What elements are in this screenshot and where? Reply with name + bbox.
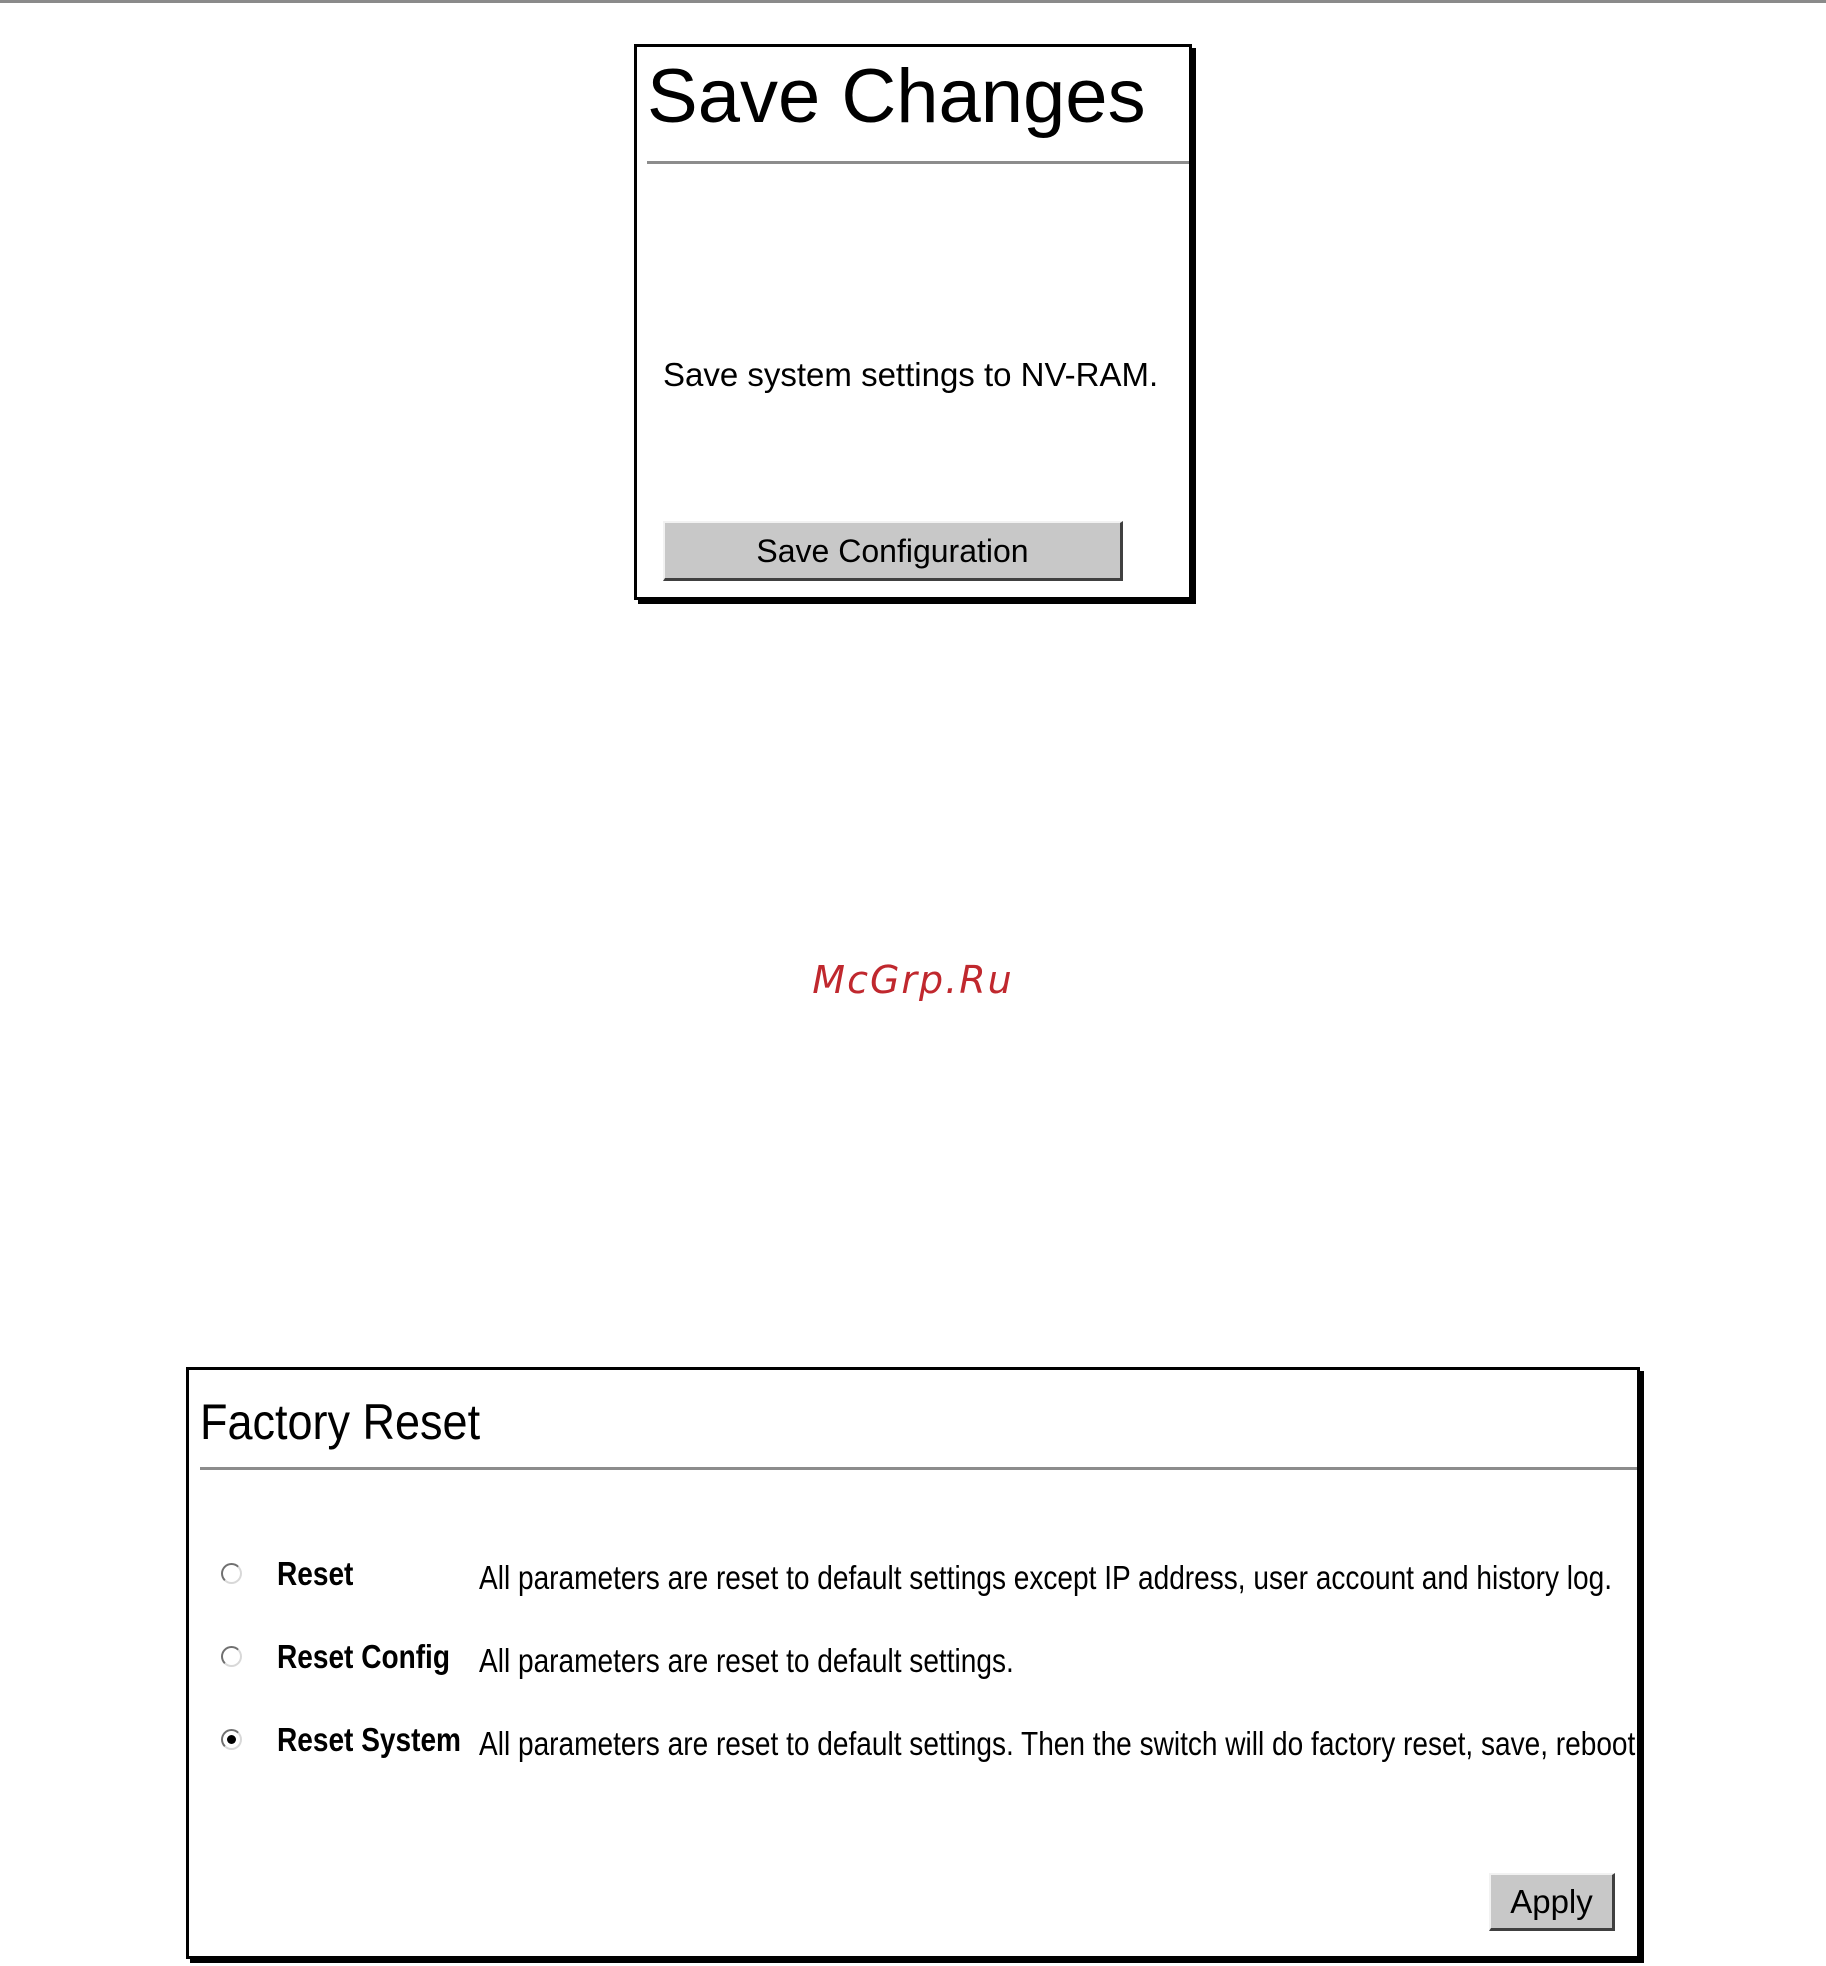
title-divider: [200, 1467, 1637, 1470]
reset-system-radio[interactable]: [221, 1729, 242, 1750]
reset-config-radio[interactable]: [221, 1646, 242, 1667]
reset-system-option-description: All parameters are reset to default settings. Then the switch will do factory reset, save, reboot.: [479, 1725, 1644, 1762]
reset-system-option-row: [189, 1716, 1644, 1766]
reset-option-row: [189, 1550, 1637, 1600]
reset-option-description: All parameters are reset to default settings except IP address, user account and history log.: [479, 1559, 1613, 1596]
top-divider: [0, 0, 1826, 3]
factory-reset-panel: [186, 1367, 1644, 1959]
reset-system-option-label: Reset System: [277, 1721, 461, 1758]
reset-radio[interactable]: [221, 1563, 242, 1584]
save-changes-title: Save Changes: [647, 54, 1146, 139]
reset-config-option-description: All parameters are reset to default settings.: [479, 1642, 1014, 1679]
title-divider: [647, 161, 1189, 164]
save-changes-panel: [634, 44, 1192, 600]
reset-option-label: Reset: [277, 1555, 354, 1592]
reset-config-option-row: [189, 1633, 1637, 1683]
save-description: Save system settings to NV-RAM.: [663, 356, 1159, 393]
apply-button[interactable]: Apply: [1489, 1873, 1615, 1931]
watermark: McGrp.Ru: [812, 958, 1014, 1002]
save-configuration-button[interactable]: Save Configuration: [663, 521, 1123, 581]
factory-reset-title: Factory Reset: [200, 1394, 481, 1450]
reset-config-option-label: Reset Config: [277, 1638, 450, 1675]
